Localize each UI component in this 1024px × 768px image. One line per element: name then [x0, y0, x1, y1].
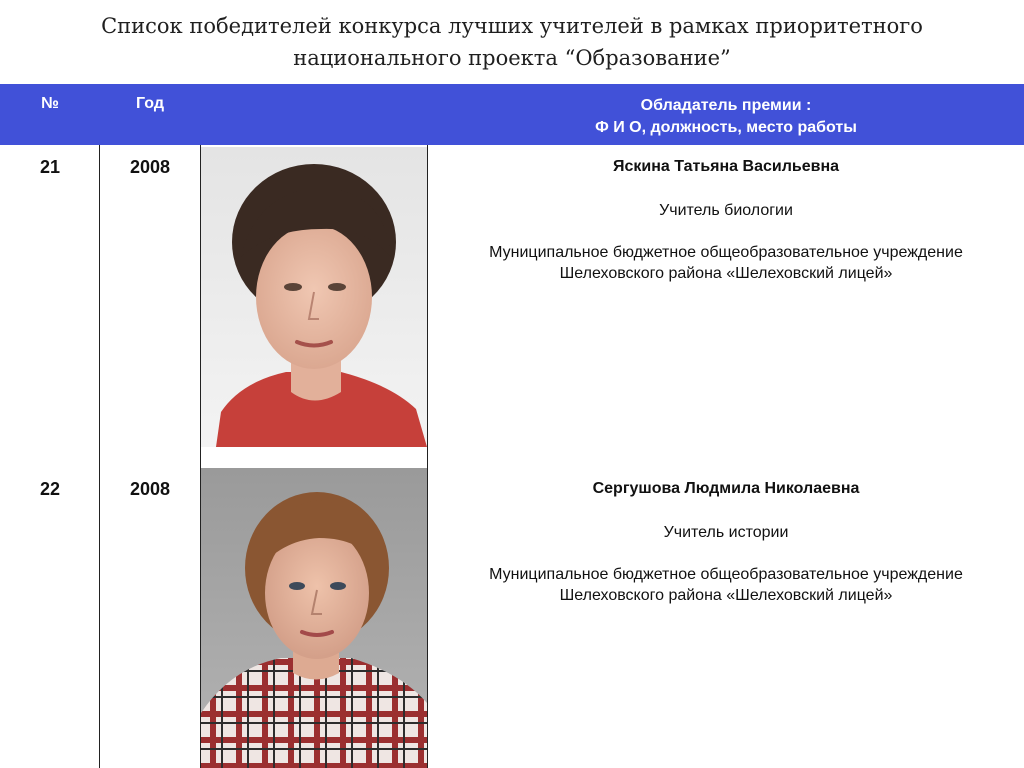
header-owner-line-1: Обладатель премии :	[640, 97, 812, 114]
workplace-line-2: Шелеховского района «Шелеховский лицей»	[559, 587, 893, 604]
table-header	[0, 84, 1024, 145]
table-row	[0, 145, 1024, 467]
table-row	[0, 467, 1024, 768]
teacher-workplace	[428, 242, 1024, 284]
teacher-info	[428, 145, 1024, 284]
header-number: №	[41, 95, 59, 112]
teacher-photo	[201, 147, 427, 447]
row-number: 21	[39, 157, 61, 177]
workplace-line-2: Шелеховского района «Шелеховский лицей»	[559, 265, 893, 282]
header-year: Год	[136, 95, 164, 112]
workplace-line-1: Муниципальное бюджетное общеобразовательное учреждение	[489, 244, 963, 261]
teacher-position: Учитель истории	[663, 524, 789, 541]
header-owner	[428, 95, 1024, 139]
page-title	[0, 10, 1024, 74]
teacher-name: Сергушова Людмила Николаевна	[592, 480, 860, 497]
teacher-info	[428, 467, 1024, 606]
teacher-photo	[201, 468, 427, 768]
row-number: 22	[39, 479, 61, 499]
header-owner-line-2: Ф И О, должность, место работы	[595, 119, 857, 136]
row-year: 2008	[129, 479, 171, 499]
teacher-position: Учитель биологии	[659, 202, 793, 219]
workplace-line-1: Муниципальное бюджетное общеобразовательное учреждение	[489, 566, 963, 583]
teacher-name: Яскина Татьяна Васильевна	[612, 158, 840, 175]
page-title-line-2: национального проекта “Образование”	[293, 46, 731, 70]
teacher-workplace	[428, 564, 1024, 606]
page-title-line-1: Список победителей конкурса лучших учителей в рамках приоритетного	[101, 14, 923, 38]
row-year: 2008	[129, 157, 171, 177]
